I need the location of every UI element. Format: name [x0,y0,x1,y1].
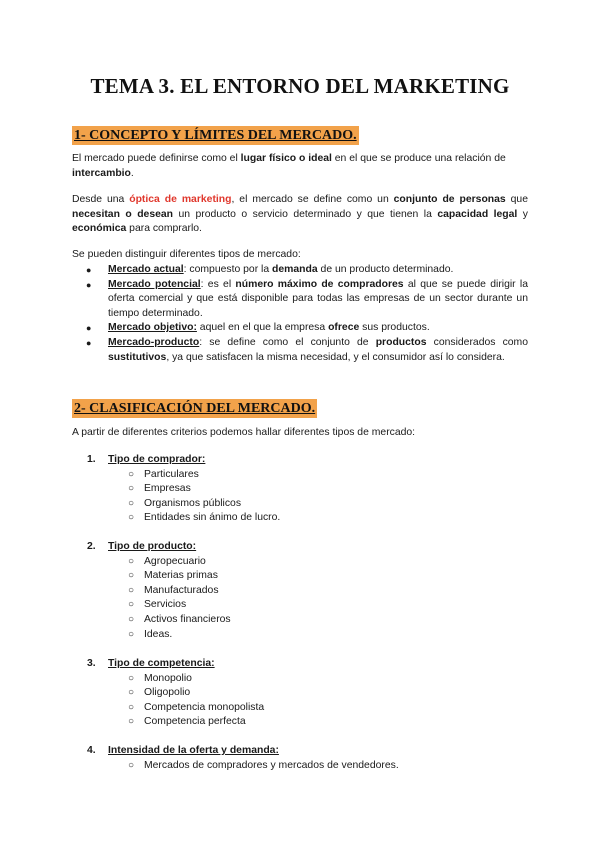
circle-bullet-icon: ○ [128,701,135,713]
highlight-optica-marketing: óptica de marketing [129,194,232,205]
group-tipo-competencia: 3. Tipo de competencia: ○ Monopolio ○ Oligopolio ○ Competencia monopolista ○ Competencia perfecta [72,657,528,730]
list-item: ○ Oligopolio [72,686,528,701]
paragraph-criterios: A partir de diferentes criterios podemos hallar diferentes tipos de mercado: [72,427,416,438]
market-types-list [72,263,528,365]
list-item: ○ Materias primas [72,569,528,584]
list-item: ○ Mercados de compradores y mercados de vendedores. [72,759,528,774]
bullet-icon: ● [86,265,92,275]
list-item: ○ Activos financieros [72,613,528,628]
circle-bullet-icon: ○ [128,672,135,684]
paragraph-tipos-mercado: Se pueden distinguir diferentes tipos de mercado: [72,249,301,260]
bullet-icon: ● [86,323,92,334]
list-item: ○ Ideas. [72,628,528,643]
circle-bullet-icon: ○ [128,687,135,699]
list-item: ○ Monopolio [72,672,528,687]
list-item: ○ Manufacturados [72,584,528,599]
circle-bullet-icon: ○ [128,628,135,640]
group-tipo-producto: 2. Tipo de producto: ○ Agropecuario ○ Materias primas ○ Manufacturados ○ Servicios ○ Activos financieros ○ Ideas. [72,540,528,642]
list-item: ○ Competencia perfecta [72,715,528,730]
list-item: ● Mercado potencial: es el número máximo de compradores al que se puede dirigir la oferta comercial y que está disponible para todas las empresas de un sector durante un tiempo determinado. [86,278,528,319]
section-1-heading: 1- CONCEPTO Y LÍMITES DEL MERCADO. [74,128,357,143]
list-item: ○ Servicios [72,598,528,613]
circle-bullet-icon: ○ [128,613,135,625]
list-item: ○ Entidades sin ánimo de lucro. [72,511,528,526]
bullet-icon: ● [86,337,92,348]
circle-bullet-icon: ○ [128,483,135,495]
paragraph-mercado-definicion: El mercado puede definirse como el lugar físico o ideal en el que se produce una relación de intercambio. [72,153,506,179]
circle-bullet-icon: ○ [128,497,135,509]
bullet-icon: ● [86,279,92,290]
list-item: ○ Competencia monopolista [72,701,528,716]
section-2-heading: 2- CLASIFICACIÓN DEL MERCADO. [74,401,316,416]
circle-bullet-icon: ○ [128,512,135,524]
list-item: ○ Organismos públicos [72,497,528,512]
group-tipo-comprador: 1. Tipo de comprador: ○ Particulares ○ Empresas ○ Organismos públicos ○ Entidades sin ánimo de lucro. [72,453,528,526]
circle-bullet-icon: ○ [128,716,135,728]
list-item: ○ Empresas [72,482,528,497]
circle-bullet-icon: ○ [128,555,135,567]
list-item: ● Mercado actual: compuesto por la demanda de un producto determinado. [72,263,528,278]
circle-bullet-icon: ○ [128,468,135,480]
circle-bullet-icon: ○ [128,599,135,611]
paragraph-optica-marketing: Desde una óptica de marketing, el mercado se define como un conjunto de personas que necesitan o desean un producto o servicio determinado y que tienen la capacidad legal y económica para comprarlo. [72,194,528,235]
circle-bullet-icon: ○ [128,584,135,596]
circle-bullet-icon: ○ [128,570,135,582]
group-intensidad-oferta-demanda: 4. Intensidad de la oferta y demanda: ○ Mercados de compradores y mercados de vendedores. [72,744,528,773]
list-item: ○ Agropecuario [72,555,528,570]
list-item: ○ Particulares [72,468,528,483]
list-item: ● Mercado-producto: se define como el conjunto de productos considerados como sustitutivos, ya que satisfacen la misma necesidad, y el consumidor así lo considera. [86,336,528,363]
list-item: ● Mercado objetivo: aquel en el que la empresa ofrece sus productos. [72,321,528,336]
page-title: TEMA 3. EL ENTORNO DEL MARKETING [90,74,510,98]
circle-bullet-icon: ○ [128,759,135,771]
